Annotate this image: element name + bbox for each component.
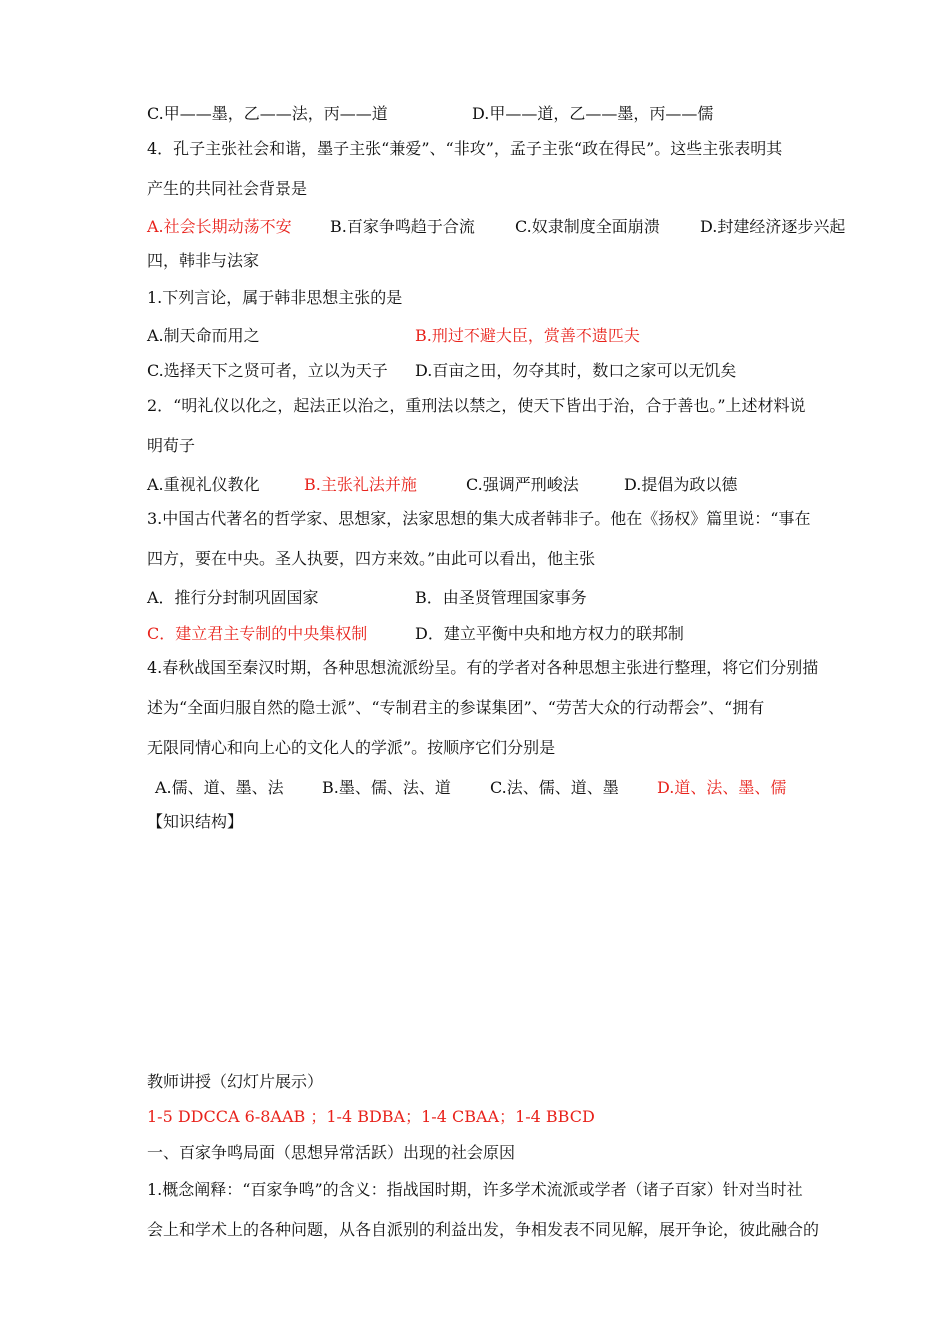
section-title: 四，韩非与法家 <box>147 251 260 270</box>
question-stem: 1.下列言论，属于韩非思想主张的是 <box>147 288 403 307</box>
question-stem: 2．“明礼仪以化之，起法正以治之，重刑法以禁之，使天下皆出于治，合于善也。”上述材料说 <box>147 396 806 415</box>
concept-paragraph-line: 1.概念阐释：“百家争鸣”的含义：指战国时期，许多学术流派或学者（诸子百家）针对当时社 <box>147 1180 803 1199</box>
option-a: A.重视礼仪教化 <box>147 475 260 494</box>
option-b-answer: B.刑过不避大臣，赏善不遗匹夫 <box>415 326 640 345</box>
question-stem: 无限同情心和向上心的文化人的学派”。按顺序它们分别是 <box>147 738 556 757</box>
knowledge-structure-heading: 【知识结构】 <box>147 812 244 831</box>
answer-key: 1-5 DDCCA 6-8AAB ；1-4 BDBA；1-4 CBAA；1-4 BBCD <box>147 1107 595 1126</box>
option-d: D.甲——道，乙——墨，丙——儒 <box>472 104 714 123</box>
option-d: D.提倡为政以德 <box>624 475 738 494</box>
option-a: A．推行分封制巩固国家 <box>147 588 319 607</box>
option-d: D．建立平衡中央和地方权力的联邦制 <box>415 624 684 643</box>
question-stem: 四方，要在中央。圣人执要，四方来效。”由此可以看出，他主张 <box>147 549 596 568</box>
question-stem: 4.春秋战国至秦汉时期，各种思想流派纷呈。有的学者对各种思想主张进行整理，将它们分别描 <box>147 658 819 677</box>
option-c: C.强调严刑峻法 <box>466 475 579 494</box>
option-a: A.儒、道、墨、法 <box>155 778 284 797</box>
option-d: D.百亩之田，勿夺其时，数口之家可以无饥矣 <box>415 361 737 380</box>
option-c: C.法、儒、道、墨 <box>490 778 619 797</box>
option-b-answer: B.主张礼法并施 <box>304 475 417 494</box>
option-c-answer: C．建立君主专制的中央集权制 <box>147 624 368 643</box>
option-c: C.奴隶制度全面崩溃 <box>515 217 660 236</box>
question-stem: 产生的共同社会背景是 <box>147 179 308 198</box>
option-b: B．由圣贤管理国家事务 <box>415 588 587 607</box>
option-b: B.百家争鸣趋于合流 <box>330 217 475 236</box>
option-a: A.制天命而用之 <box>147 326 260 345</box>
question-stem: 3.中国古代著名的哲学家、思想家，法家思想的集大成者韩非子。他在《扬权》篇里说：“事在 <box>147 509 811 528</box>
question-stem: 述为“全面归服自然的隐士派”、“专制君主的参谋集团”、“劳苦大众的行动帮会”、“拥有 <box>147 698 765 717</box>
option-d-answer: D.道、法、墨、儒 <box>657 778 787 797</box>
concept-paragraph-line: 会上和学术上的各种问题，从各自派别的利益出发，争相发表不同见解，展开争论，彼此融合的 <box>147 1220 820 1239</box>
option-a-answer: A.社会长期动荡不安 <box>147 217 292 236</box>
option-c: C.甲——墨，乙——法，丙——道 <box>147 104 388 123</box>
teacher-note: 教师讲授（幻灯片展示） <box>147 1072 324 1091</box>
option-b: B.墨、儒、法、道 <box>322 778 451 797</box>
section-title: 一、百家争鸣局面（思想异常活跃）出现的社会原因 <box>147 1143 516 1162</box>
option-c: C.选择天下之贤可者，立以为天子 <box>147 361 388 380</box>
question-stem: 明荀子 <box>147 436 196 455</box>
option-d: D.封建经济逐步兴起 <box>700 217 846 236</box>
question-stem: 4．孔子主张社会和谐，墨子主张“兼爱”、“非攻”，孟子主张“政在得民”。这些主张表明其 <box>147 139 783 158</box>
